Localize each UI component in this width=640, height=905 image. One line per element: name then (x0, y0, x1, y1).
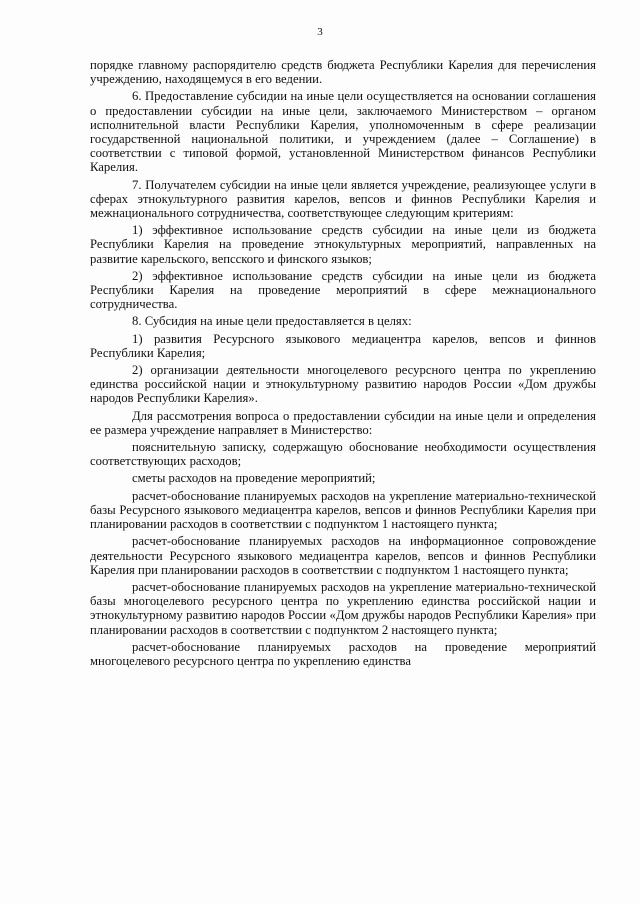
paragraph: расчет-обоснование планируемых расходов на укрепление материально-технической базы Ресурсного языкового медиацентра карелов, вепсов и финнов Республики Карелия при планировании расходов в соответствии с подпунктом 1 настоящего пункта; (90, 488, 596, 532)
paragraph: 8. Субсидия на иные цели предоставляется в целях: (132, 314, 412, 329)
paragraph: 6. Предоставление субсидии на иные цели осуществляется на основании соглашения о предоставлении субсидии на иные цели, заключаемого Министерством – органом исполнительной власти Республики Карелия, уполномоченным в сфере реализации государственной национальной политики, и учреждением (далее – Соглашение) в соответствии с типовой формой, установленной Министерством финансов Республики Карелия. (90, 89, 596, 175)
page-number: 3 (317, 26, 323, 38)
paragraph: 1) эффективное использование средств субсидии на иные цели из бюджета Республики Карелия на проведение этнокультурных мероприятий, направленных на развитие карельского, вепсского и финского языков; (90, 223, 596, 266)
paragraph: расчет-обоснование планируемых расходов на проведение мероприятий многоцелевого ресурсного центра по укреплению единства (90, 639, 596, 668)
paragraph: 2) организации деятельности многоцелевого ресурсного центра по укреплению единства российской нации и этнокультурному развитию народов России «Дом дружбы народов Республики Карелия». (90, 363, 596, 406)
paragraph: порядке главному распорядителю средств бюджета Республики Карелия для перечисления учреждению, находящемуся в его ведении. (90, 58, 596, 87)
paragraph: расчет-обоснование планируемых расходов на укрепление материально-технической базы многоцелевого ресурсного центра по укреплению единства российской нации и этнокультурному развитию народов России «Дом дружбы народов Республики Карелия» при планировании расходов в соответствии с подпунктом 2 настоящего пункта; (90, 579, 596, 637)
paragraph: 7. Получателем субсидии на иные цели является учреждение, реализующее услуги в сферах этнокультурного развития карелов, вепсов и финнов Республики Карелия и межнационального сотрудничества, соответствующее следующим критериям: (90, 177, 596, 221)
paragraph: Для рассмотрения вопроса о предоставлении субсидии на иные цели и определения ее размера учреждение направляет в Министерство: (90, 408, 596, 437)
paragraph: пояснительную записку, содержащую обоснование необходимости осуществления соответствующих расходов; (90, 440, 596, 469)
paragraph: сметы расходов на проведение мероприятий; (132, 471, 376, 486)
paragraph: 1) развития Ресурсного языкового медиацентра карелов, вепсов и финнов Республики Карелия; (90, 331, 596, 360)
paragraph: расчет-обоснование планируемых расходов на информационное сопровождение деятельности Ресурсного языкового медиацентра карелов, вепсов и финнов Республики Карелия при планировании расходов в соответствии с подпунктом 1 настоящего пункта; (90, 534, 596, 577)
document-body (90, 58, 596, 671)
paragraph: 2) эффективное использование средств субсидии на иные цели из бюджета Республики Карелия на проведение мероприятий в сфере межнационального сотрудничества. (90, 268, 596, 312)
